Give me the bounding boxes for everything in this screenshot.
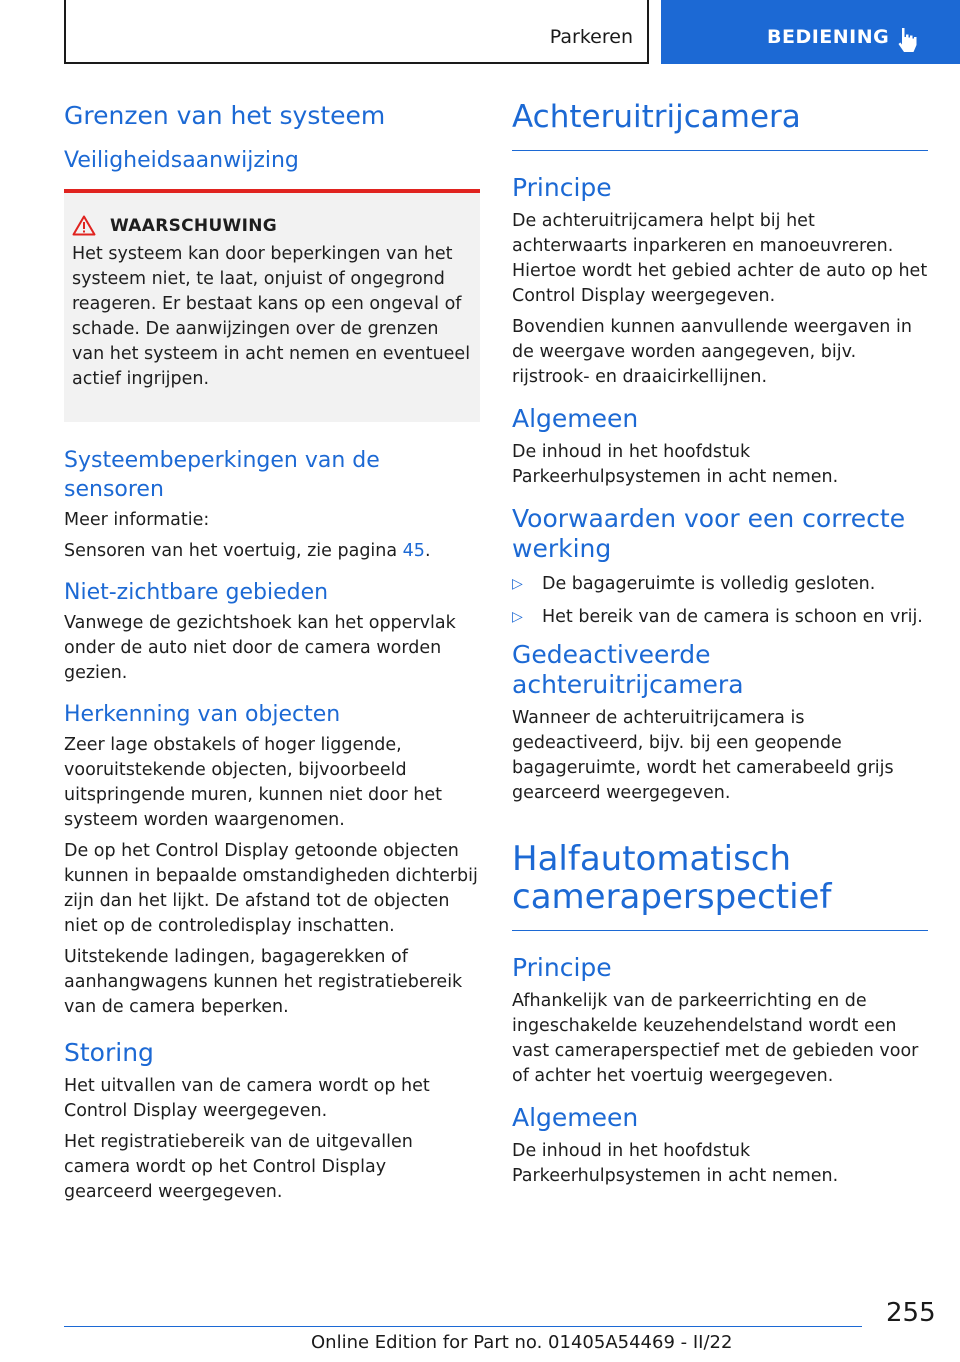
header-section-box [64, 0, 649, 64]
conditions-list [512, 572, 928, 630]
rear-camera-general-heading: Algemeen [512, 404, 639, 433]
page-link-45[interactable]: 45 [402, 541, 425, 561]
left-column [64, 98, 480, 1211]
list-item: ▷ Het bereik van de camera is schoon en vrij. [512, 605, 928, 630]
object-detection-p1: Zeer lage obstakels of hoger liggende, vooruitstekende objecten, bijvoorbeeld uitspringende muren, kunnen niet door het systeem worden waargenomen. [64, 735, 442, 830]
triangle-bullet-icon: ▷ [512, 609, 523, 625]
header-chapter-title: BEDIENING [767, 26, 890, 48]
warning-triangle-icon [72, 215, 96, 236]
warning-box [64, 189, 480, 422]
deactivated-text: Wanneer de achteruitrijcamera is gedeactiveerd, bijv. bij een geopende bagageruimte, wordt het camerabeeld grijs gearceerd weergegeven. [512, 708, 894, 803]
rear-camera-principle-p2: Bovendien kunnen aanvullende weergaven in de weergave worden aangegeven, bijv. rijstrook- en draaicirkellijnen. [512, 317, 912, 387]
semi-auto-principle-text: Afhankelijk van de parkeerrichting en de ingeschakelde keuzehendelstand wordt een vast cameraperspectief met de gebieden voor of achter het voertuig weergegeven. [512, 991, 919, 1086]
fault-p1: Het uitvallen van de camera wordt op het Control Display weergegeven. [64, 1076, 430, 1121]
sensors-reference-text: Sensoren van het voertuig, zie pagina [64, 541, 403, 561]
object-detection-p2: De op het Control Display getoonde objecten kunnen in bepaalde omstandigheden dichterbij zijn dan het lijkt. De afstand tot de objecten niet op de controledisplay inschatten. [64, 841, 478, 936]
blind-areas-heading: Niet-zichtbare gebieden [64, 580, 329, 605]
deactivated-heading: Gedeactiveerde achteruitrijcamera [512, 640, 744, 699]
title-rule [512, 150, 928, 151]
semi-auto-principle-heading: Principe [512, 953, 612, 982]
hand-pointer-icon [895, 26, 921, 54]
sensors-more-info: Meer informatie: [64, 510, 210, 530]
triangle-bullet-icon: ▷ [512, 576, 523, 592]
rear-camera-title: Achteruitrijcamera [512, 99, 801, 135]
fault-heading: Storing [64, 1038, 154, 1067]
fault-p2: Het registratiebereik van de uitgevallen camera wordt op het Control Display gearceerd weergegeven. [64, 1132, 413, 1202]
list-item: ▷ De bagageruimte is volledig gesloten. [512, 572, 928, 597]
semi-auto-general-heading: Algemeen [512, 1103, 639, 1132]
sensors-heading: Systeembeperkingen van de sensoren [64, 448, 380, 502]
conditions-heading: Voorwaarden voor een correcte werking [512, 504, 906, 563]
object-detection-heading: Herkenning van objecten [64, 702, 341, 727]
right-column [512, 98, 928, 1195]
semi-auto-general-text: De inhoud in het hoofdstuk Parkeerhulpsystemen in acht nemen. [512, 1141, 839, 1186]
sensors-reference-end: . [424, 541, 431, 561]
rear-camera-general-text: De inhoud in het hoofdstuk Parkeerhulpsystemen in acht nemen. [512, 442, 839, 487]
title-rule [512, 930, 928, 931]
header-section-title: Parkeren [549, 26, 633, 48]
rear-camera-principle-p1: De achteruitrijcamera helpt bij het achterwaarts inparkeren en manoeuvreren. Hiertoe wordt het gebied achter de auto op het Control Display weergegeven. [512, 211, 928, 306]
rear-camera-principle-heading: Principe [512, 173, 612, 202]
blind-areas-text: Vanwege de gezichtshoek kan het oppervlak onder de auto niet door de camera worden gezien. [64, 613, 456, 683]
warning-title: WAARSCHUWING [110, 215, 278, 236]
page-number: 255 [886, 1298, 936, 1328]
footer-edition: Online Edition for Part no. 01405A54469 - II/22 [311, 1332, 733, 1353]
footer-rule [64, 1326, 862, 1327]
semi-auto-title: Halfautomatisch cameraperspectief [512, 839, 832, 917]
section-title-system-limits: Grenzen van het systeem [64, 101, 386, 130]
object-detection-p3: Uitstekende ladingen, bagagerekken of aanhangwagens kunnen het registratiebereik van de camera beperken. [64, 947, 463, 1017]
sensors-reference [64, 539, 480, 564]
warning-text: Het systeem kan door beperkingen van het systeem niet, te laat, onjuist of ongegrond reageren. Er bestaat kans op een ongeval of schade. De aanwijzingen over de grenzen van het systeem in acht nemen en eventueel actief ingrijpen. [72, 244, 471, 389]
safety-heading: Veiligheidsaanwijzing [64, 148, 299, 173]
